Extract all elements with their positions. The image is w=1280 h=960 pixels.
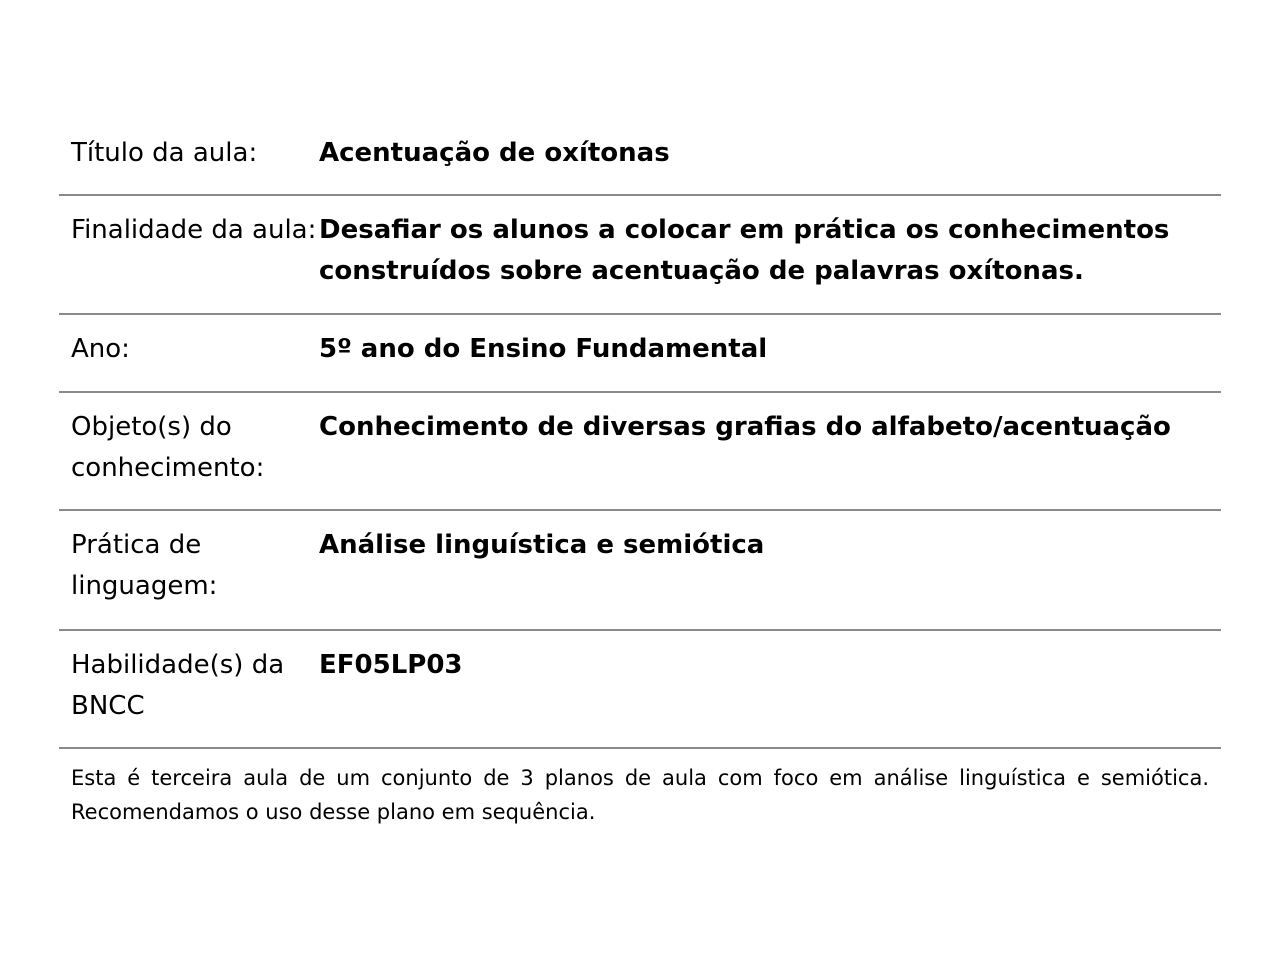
bncc-skills-label: Habilidade(s) da BNCC <box>71 650 285 721</box>
row-language-practice <box>59 511 1221 631</box>
language-practice-value: Análise linguística e semiótica <box>319 530 765 560</box>
knowledge-objects-label: Objeto(s) do conhecimento: <box>71 412 265 483</box>
language-practice-label: Prática de linguagem: <box>71 530 218 601</box>
grade-value: 5º ano do Ensino Fundamental <box>319 334 768 364</box>
lesson-plan-table <box>59 122 1221 829</box>
lesson-title-label: Título da aula: <box>71 138 258 168</box>
grade-label: Ano: <box>71 334 130 364</box>
row-knowledge-objects <box>59 393 1221 511</box>
lesson-title-value: Acentuação de oxítonas <box>319 138 670 168</box>
lesson-purpose-label: Finalidade da aula: <box>71 215 317 245</box>
row-grade <box>59 315 1221 393</box>
lesson-purpose-value: Desafiar os alunos a colocar em prática os conhecimentos construídos sobre acentuação de palavras oxítonas. <box>319 215 1170 286</box>
bncc-skills-value: EF05LP03 <box>319 650 463 680</box>
knowledge-objects-value: Conhecimento de diversas grafias do alfabeto/acentuação <box>319 412 1171 442</box>
row-bncc-skills <box>59 631 1221 749</box>
row-lesson-title <box>59 122 1221 196</box>
row-lesson-purpose <box>59 196 1221 315</box>
sequence-note: Esta é terceira aula de um conjunto de 3 planos de aula com foco em análise linguística e semiótica. Recomendamos o uso desse plano em sequência. <box>71 766 1209 824</box>
